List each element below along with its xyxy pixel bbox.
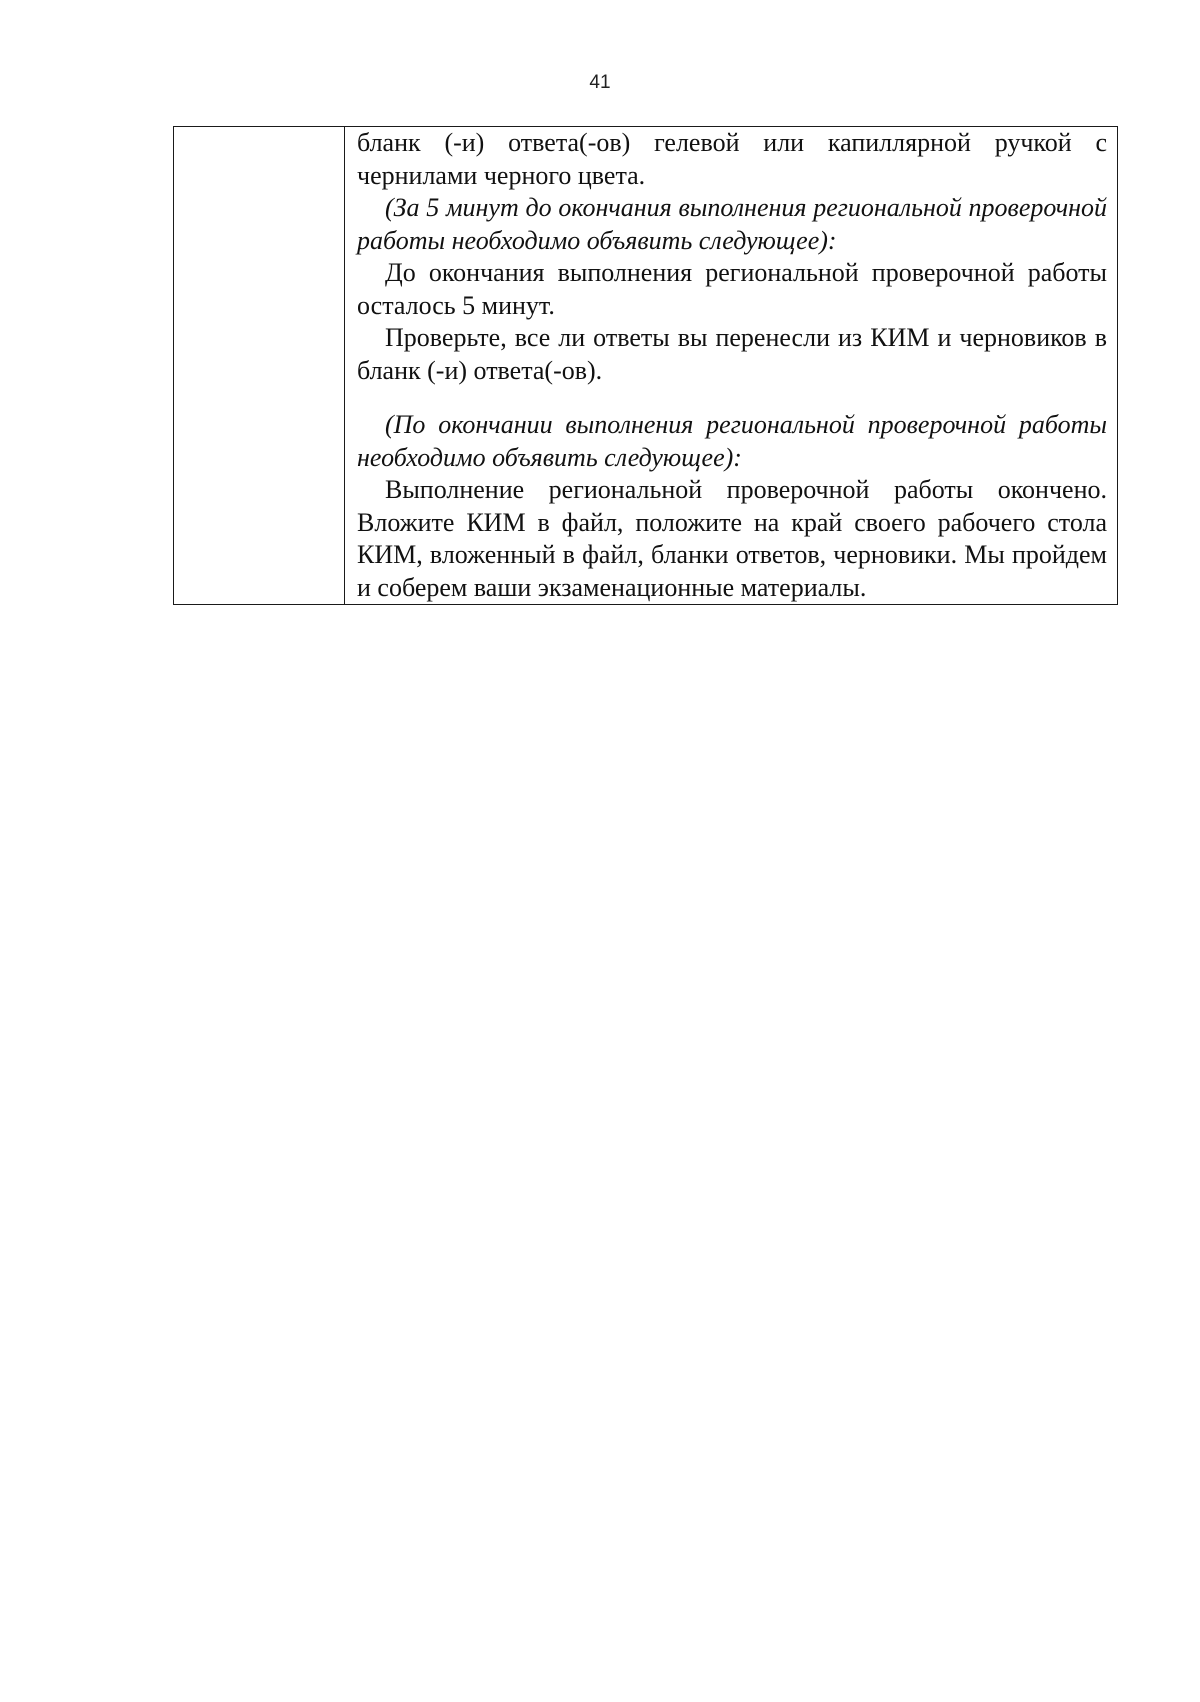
paragraph-five-minute-note: (За 5 минут до окончания выполнения региональной проверочной работы необходимо объявить следующее): bbox=[357, 193, 1107, 255]
table-row bbox=[174, 127, 1118, 605]
paragraph-check-answers: Проверьте, все ли ответы вы перенесли из КИМ и черновиков в бланк (-и) ответа(-ов). bbox=[357, 323, 1107, 385]
paragraph-end-note: (По окончании выполнения региональной проверочной работы необходимо объявить следующее): bbox=[357, 410, 1107, 472]
paragraph-work-finished: Выполнение региональной проверочной работы окончено. Вложите КИМ в файл, положите на край своего рабочего стола КИМ, вложенный в файл, бланки ответов, черновики. Мы пройдем и соберем ваши экзаменационные материалы. bbox=[357, 475, 1107, 602]
instructions-table bbox=[173, 126, 1118, 605]
paragraph-pen-instruction: бланк (-и) ответа(-ов) гелевой или капиллярной ручкой с чернилами черного цвета. bbox=[357, 128, 1107, 190]
page-number: 41 bbox=[589, 72, 611, 93]
table-cell-left bbox=[174, 127, 345, 605]
paragraph-spacer bbox=[357, 387, 1107, 409]
table-cell-right bbox=[345, 127, 1118, 605]
paragraph-five-minutes-left: До окончания выполнения региональной проверочной работы осталось 5 минут. bbox=[357, 258, 1107, 320]
